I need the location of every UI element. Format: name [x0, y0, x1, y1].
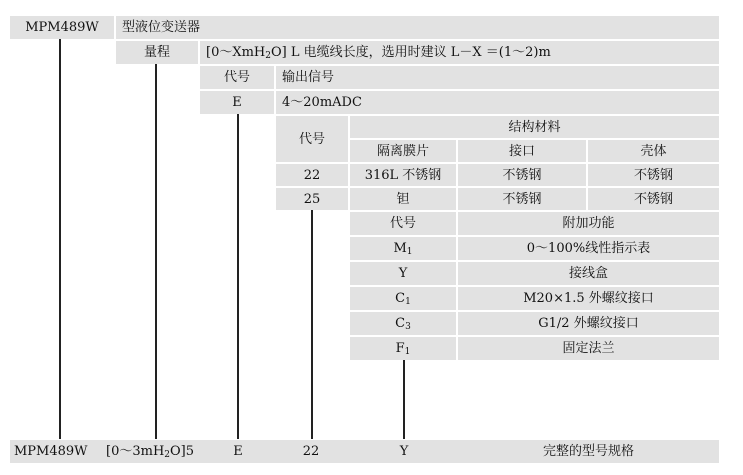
material-row-code: 25 — [303, 191, 321, 207]
material-row-diaphragm-cell — [350, 188, 456, 210]
accessory-row-code: $C_3$ — [395, 316, 411, 332]
accessory-row-desc-cell — [458, 337, 719, 360]
accessory-row-desc-cell — [458, 237, 719, 260]
example-output-cell — [226, 440, 250, 463]
example-accessory: Y — [399, 444, 409, 459]
connector-line-range — [155, 64, 157, 439]
material-row-port: 不锈钢 — [502, 191, 542, 207]
material-row-code-cell — [276, 164, 348, 186]
material-row-port-cell — [458, 164, 586, 186]
material-col-diaphragm-cell — [350, 140, 456, 162]
model-name-cell — [116, 16, 719, 39]
example-model-cell — [14, 440, 88, 463]
accessory-row-desc: 0～100%线性指示表 — [526, 241, 651, 256]
example-material: 22 — [302, 444, 320, 459]
connector-line-accessory — [403, 360, 405, 439]
accessory-row-desc-cell — [458, 262, 719, 285]
material-row-housing: 不锈钢 — [633, 167, 673, 183]
material-col-port-cell — [458, 140, 586, 162]
material-row-port: 不锈钢 — [502, 167, 542, 183]
example-model: MPM489W — [14, 444, 88, 459]
accessory-row-desc-cell — [458, 312, 719, 335]
material-col-housing-cell — [588, 140, 719, 162]
material-code-header: 代号 — [298, 131, 325, 147]
material-group-title-cell — [350, 116, 719, 138]
material-col-diaphragm: 隔离膜片 — [376, 143, 429, 159]
accessory-row-code-cell — [350, 337, 456, 360]
output-title: 输出信号 — [282, 70, 335, 85]
accessory-row-desc: M20×1.5 外螺纹接口 — [523, 291, 654, 306]
output-code-header-cell — [200, 66, 274, 89]
material-row-diaphragm: 316L 不锈钢 — [364, 167, 442, 183]
range-desc: [0～XmH$_2$O] L 电缆线长度，选用时建议 L－X ＝(1～2)m — [206, 45, 551, 61]
model-code-cell — [10, 16, 114, 39]
accessory-row-code: Y — [398, 266, 408, 281]
output-title-cell — [276, 66, 719, 89]
accessory-row-code: $M_1$ — [393, 241, 413, 257]
accessory-row-code: $C_1$ — [395, 291, 411, 307]
accessory-code-header-cell — [350, 212, 456, 235]
output-code-cell — [200, 91, 274, 114]
accessory-title: 附加功能 — [562, 216, 615, 231]
connector-line-model — [59, 39, 61, 439]
model-name: 型液位变送器 — [122, 20, 201, 35]
material-code-header-cell — [276, 116, 348, 162]
accessory-row-desc: 固定法兰 — [562, 341, 615, 356]
example-output: E — [233, 444, 243, 459]
accessory-row-code-cell — [350, 287, 456, 310]
accessory-row-desc-cell — [458, 287, 719, 310]
accessory-title-cell — [458, 212, 719, 235]
example-caption-cell — [458, 440, 719, 463]
output-code-header: 代号 — [223, 70, 250, 85]
output-value-cell — [276, 91, 719, 114]
material-col-housing: 壳体 — [640, 143, 667, 159]
material-col-port: 接口 — [508, 143, 535, 159]
accessory-row-desc: G1/2 外螺纹接口 — [538, 316, 639, 331]
output-value: 4～20mADC — [282, 95, 362, 110]
material-row-diaphragm-cell — [350, 164, 456, 186]
range-label-cell — [116, 41, 198, 64]
accessory-row-desc: 接线盒 — [568, 266, 608, 281]
material-row-diaphragm: 钽 — [396, 191, 410, 207]
accessory-code-header: 代号 — [389, 216, 416, 231]
connector-line-output — [237, 114, 239, 439]
material-group-title: 结构材料 — [508, 119, 561, 135]
material-row-housing: 不锈钢 — [633, 191, 673, 207]
material-row-housing-cell — [588, 188, 719, 210]
model-code: MPM489W — [25, 20, 99, 35]
material-row-code: 22 — [303, 167, 321, 183]
example-range-cell — [106, 440, 194, 463]
example-material-cell — [298, 440, 324, 463]
accessory-row-code-cell — [350, 312, 456, 335]
material-row-port-cell — [458, 188, 586, 210]
range-desc-cell — [200, 41, 719, 64]
example-range: $[0\sim 3mH_2O]5$ — [106, 444, 195, 460]
output-code: E — [232, 95, 242, 110]
accessory-row-code-cell — [350, 262, 456, 285]
connector-line-material — [311, 210, 313, 439]
accessory-row-code-cell — [350, 237, 456, 260]
material-row-code-cell — [276, 188, 348, 210]
example-caption: 完整的型号规格 — [542, 444, 634, 459]
range-label: 量程 — [143, 45, 170, 60]
material-row-housing-cell — [588, 164, 719, 186]
example-accessory-cell — [392, 440, 416, 463]
accessory-row-code: $F_1$ — [395, 341, 411, 357]
